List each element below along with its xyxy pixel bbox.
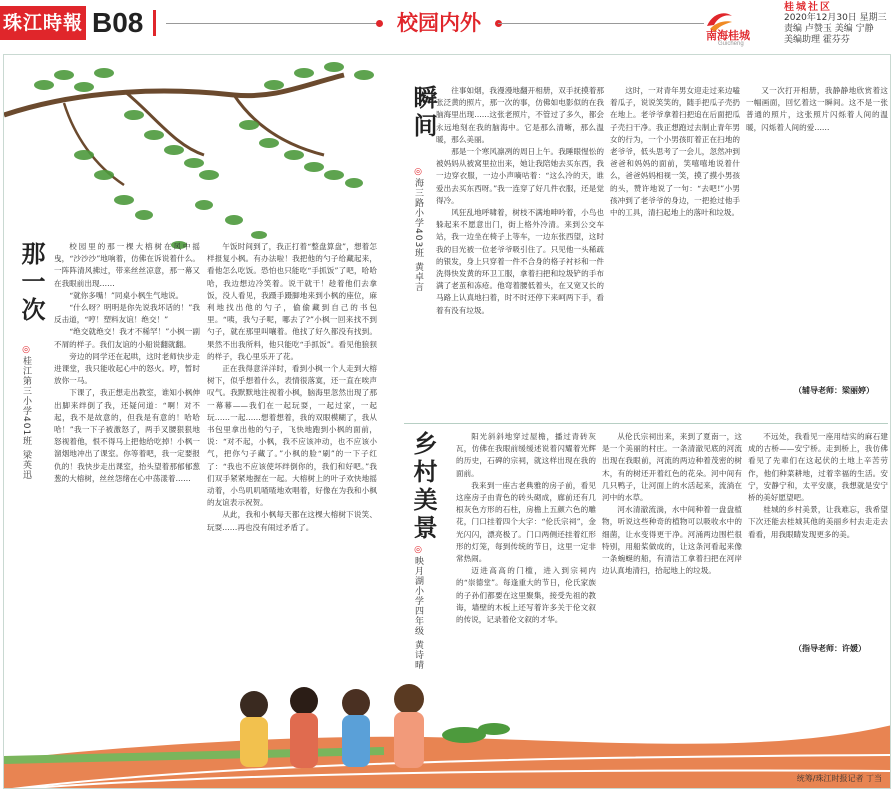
article-2-teacher: （辅导老师：梁丽婷） — [794, 386, 874, 395]
article-3-byline: ◎映月湖小学四年级 黄诗晴 — [413, 545, 423, 670]
paragraph: 这时，一对青年男女迎走过来边嗑着瓜子，说说笑笑的，随手把瓜子壳扔在地上。老爷爷拿着扫把追在后面把瓜子壳扫干净。我正想跑过去制止青年男女的行为，一个小男孩盯着正在扫地的老爷爷，低头思考了一会儿，忽然冲到爸爸和妈妈的面前，笑嘻嘻地说着什么，爸爸妈妈相视一笑，摸了摸小男孩的头，赞许地说了一句：“去吧!”小男孩冲到了老爷爷的身边，一把抢过他手中的工具，清扫起地上的落叶和垃圾。 — [610, 86, 740, 218]
article-3-teacher: （指导老师：许媛） — [794, 644, 866, 653]
article-1-title: 那一次 — [17, 241, 46, 325]
article-1-column-1 — [54, 241, 200, 661]
paragraph: “绝交就绝交！我才不稀罕！”小枫一副不屑的样子。我们友谊的小船说翻就翻。 — [54, 327, 200, 349]
paragraph: 阳光斜斜地穿过屋檐，播过青砖灰瓦，仿佛在我眼前缓缓述说着闪耀着光辉的历史，石碑的宗祠，就这样出现在我的面前。 — [456, 432, 596, 478]
paragraph: 风狂乱地呼啸着，树枝不满地呻吟着，小鸟也躲起来不愿意出门，街上格外冷清。来到公交车站，我一边坐在椅子上等车，一边东张西望，这时我的目光被一位老爷爷吸引住了。只见他一头稀疏的银发，身上只穿着一件不合身的格子衬衫和一件洗得快发黄的环卫工服，拿着扫把和垃圾铲的手布满了老茧和冻疮。他弯着腰低着头，在又宽又长的马路上认真地扫着，时不时还停下来呵两下手，看着有没有垃圾。 — [436, 208, 604, 315]
article-1-byline: ◎桂江第三小学401班 梁英迅 — [21, 345, 31, 481]
paragraph: 又一次打开相册，我静静地欣赏着这一幅画面，回忆着这一瞬间。这不是一张普通的照片，这张照片闪烁着人间的温暖，闪烁着人间的爱…… — [746, 86, 888, 132]
community-label: 桂城社区 — [784, 2, 832, 13]
article-3-column-3 — [748, 431, 888, 627]
masthead-logo: 珠江時報 — [0, 6, 86, 40]
students-illustration-icon — [4, 665, 891, 789]
paragraph: “什么呀？明明是你先说我坏话的！”我反击道，“哼！塑料友谊！绝交！” — [54, 303, 200, 325]
editor-line: 责编 卢赞玉 美编 宁静 — [784, 24, 874, 34]
paragraph: 迈进高高的门槛，进入到宗祠内的“崇德堂”。每逢重大的节日，伦氏家族的子孙们都要在这里聚集，接受先祖的教诲，墙壁的木板上还写着许多关于伦文叙的传说，记录着伦文叙的才华。 — [456, 566, 596, 625]
article-2-column-3 — [746, 85, 888, 381]
article-3-column-1 — [456, 431, 596, 663]
article-2-byline: ◎海三路小学403班 黄卓言 — [413, 167, 423, 293]
paragraph: 下课了，我正想走出教室，谁知小枫伸出脚来绊倒了我，还疑问道：“啊！对不起，我不是故意的，但我是有意的！哈哈哈！”我一下子被激怒了，两手叉腰狠狠地怒视着他，恨不得马上把他给吃掉！小枫一溜烟地冲出了课室。你等着吧，我一定要报仇的！我快步走出课室，抬头望着那郁郁葱葱的大榕树，丝丝怨绪在心中荡漾着…… — [54, 388, 200, 483]
page-header — [0, 0, 894, 50]
article-divider — [404, 423, 888, 424]
paragraph: 正在我得意洋洋时，看到小枫一个人走到大榕树下，似乎想着什么，表情很落寞，还一直在唉声叹气。我默默地注视着小枫，脑海里忽然出现了那一幕幕——我们在一起玩耍，一起过家，一起玩……一起……想着想着，我的双眼模糊了，我从书包里拿出他的勺子，飞快地跑到小枫的面前，说：“对不起，小枫，我不应该冲动，也不应该小气，把你勺子藏了。”小枫的脸“刷”的一下子红了：“我也不应该使坏绊倒你的，我们和好吧。”我们双手紧紧地握在一起。大榕树上的叶子欢快地摇动着，小鸟叽叽喳喳地欢唱着，好像在为我和小枫的友谊表示祝贺。 — [207, 364, 377, 508]
article-2-column-1 — [436, 85, 604, 421]
brand-sub: Guicheng — [718, 41, 744, 47]
issue-meta — [784, 2, 892, 46]
page-number: B08 — [92, 7, 144, 38]
assistant-editor-line: 美编助理 霍芬芬 — [784, 35, 850, 45]
paragraph: “就你多嘴！”同桌小枫生气地说。 — [69, 290, 184, 300]
header-dot-left — [376, 20, 383, 27]
article-2-title: 瞬间 — [409, 85, 438, 141]
article-2-column-2 — [610, 85, 740, 421]
section-title: 校园内外 — [397, 11, 481, 35]
header-rule-left — [166, 23, 380, 24]
paragraph: 从伦氏宗祠出来，来到了夏南一，这是一个美丽的村庄。一条清澈见底的河流出现在我眼前，河流的两边种着茂密的树木，有的树还开着红色的花朵。河中间有几只鸭子，让河面上的水活起来，流淌在河中的水草。 — [602, 432, 742, 503]
paragraph: 旁边的同学还在起哄，这时老师快步走进课堂，我只能收起心中的怒火。哼，暂时放你一马。 — [54, 351, 200, 386]
paragraph: 我来到一座古老典雅的房子前，看见这座房子由青色的砖头砌成，廊前还有几根灰色方形的石柱，房檐上五颜六色的雕花，门口挂着四个大字：“伦氏宗祠”，金光闪闪，漂亮极了。门口两侧还挂着红形形的灯笼，每到传统的节日，这里一定非常热闹。 — [456, 480, 596, 564]
paragraph: 往事如烟，我漫漫地翻开相册，双手抚摸着那张泛黄的照片，那一次的事，仿佛如电影似的在我脑海里出现……这张老照片，不管过了多久，都会永远地刻在我的脑海中。它是那么清晰，那么温暖，那么美丽。 — [436, 86, 604, 144]
issue-date: 2020年12月30日 星期三 — [784, 13, 887, 23]
article-3-title: 乡村美景 — [409, 431, 438, 543]
paragraph: 河水清澈流淌，水中间种着一盘盘植物，听说这些种奇的植物可以吸收水中的细菌，让水变得更干净。河涌两边围栏很特别，用船桨做成的，让这条河看起来像一条蜿蜒的船，有清洁工拿着扫把在河岸边认真地清扫，拾起地上的垃圾。 — [602, 505, 742, 576]
header-rule-right — [498, 23, 704, 24]
article-1-column-2 — [207, 241, 377, 661]
paragraph: 不远处，我看见一座用结实的麻石建成的古桥——安宁桥。走到桥上，我仿佛看见了先辈们在这起伏的土地上辛苦劳作，他们种菜耕地，过着幸福的生活。安宁，安静宁和，太平安康，我想就是安宁桥的美好愿望吧。 — [748, 432, 888, 503]
paragraph: 那是一个寒风凛冽的周日上午。我睡眼惺忪的被妈妈从被窝里拉出来，她让我陪她去买东西，我一边穿衣服，一边小声嘀咕着：“这么冷的天，谁爱出去买东西呀。”我一连穿了好几件衣服，还是觉得冷。 — [436, 147, 604, 205]
paragraph: 校园里的那一棵大榕树在风中摇曳，“沙沙沙”地响着，仿佛在诉说着什么。一阵阵清风拂过，带来丝丝凉意，那一幕又在我眼前出现…… — [54, 242, 200, 288]
footer-credit: 统筹/珠江时报记者 丁当 — [796, 774, 882, 783]
article-3-column-2 — [602, 431, 742, 663]
paragraph: 从此，我和小枫每天都在这棵大榕树下说笑、玩耍……再也没有闹过矛盾了。 — [207, 510, 377, 532]
brand-name: 南海桂城 — [706, 29, 750, 42]
paragraph: 午饭时间到了，我正打着“整盘算盘”，想着怎样报复小枫。有办法啦！我把他的勺子给藏起来，看他怎么吃饭。恐怕也只能吃“手抓饭”了吧，哈哈哈，我边想边冷笑着。说干就干！趁着他们去拿饭，没人看见，我蹑手蹑脚地来到小枫的座位，麻利地找出他的勺子，偷偷藏到自己的书包里。“咦，我勺子呢，哪去了?”小枫一回来找不到勺子，就在那里叫嚷着。他找了好久都没有找到。果然不出我所料，他只能吃“手抓饭”。看见他狼狈的样子，我心里乐开了花。 — [207, 242, 377, 361]
page-number-bar — [153, 10, 156, 36]
page-body — [3, 54, 891, 789]
paragraph: 桂城的乡村美景，让我难忘，我希望下次还能去桂城其他的美丽乡村去走走去看看，用我眼睛发现更多的美。 — [748, 505, 888, 539]
